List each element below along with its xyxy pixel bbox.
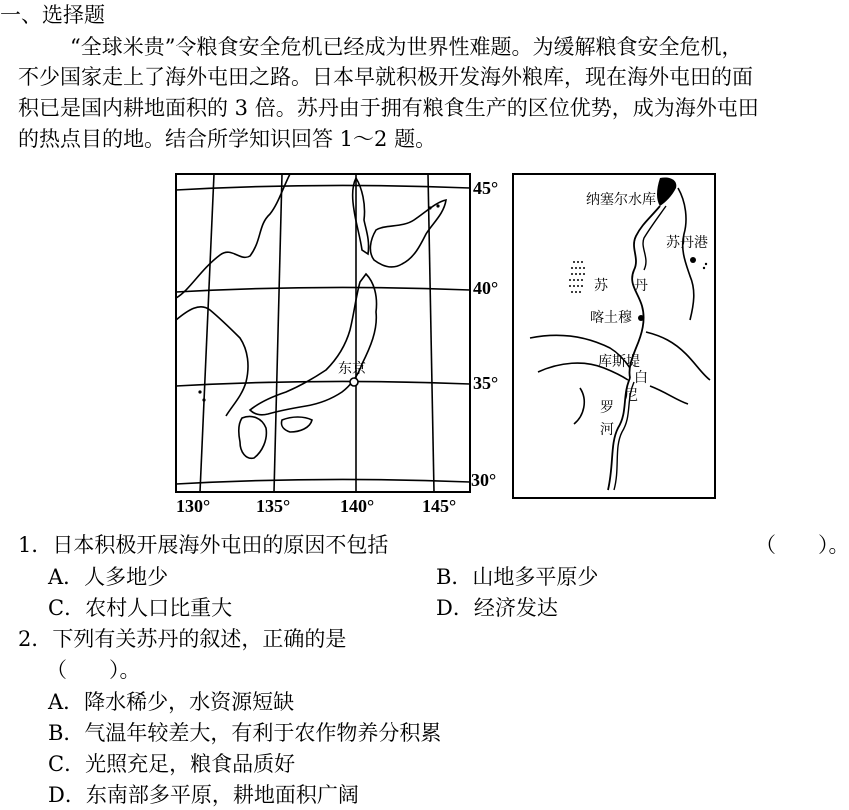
country-label-1: 苏 [594, 278, 608, 294]
passage-line: “全球米贵”令粮食安全危机已经成为世界性难题。为缓解粮食安全危机， [70, 35, 743, 59]
lon-label-135: 135° [256, 496, 291, 516]
shikoku-island [281, 417, 312, 432]
section-title: 一、选择题 [0, 3, 105, 27]
lat-label-30: 30° [471, 470, 497, 490]
passage-line: 的热点目的地。结合所学知识回答 1～2 题。 [18, 127, 437, 151]
option-c[interactable]: C．农村人口比重大 [48, 596, 233, 620]
khartoum-label: 喀土穆 [590, 310, 632, 326]
lon-label-145: 145° [422, 496, 457, 516]
passage-line: 不少国家走上了海外屯田之路。日本早就积极开发海外粮库，现在海外屯田的面 [18, 65, 753, 89]
island-dot [428, 206, 431, 209]
lake-nasser [657, 177, 676, 206]
option-c[interactable]: C．光照充足，粮食品质好 [48, 752, 296, 776]
tokyo-marker [350, 378, 358, 386]
tributary [574, 388, 584, 424]
sudan-port-label: 苏丹港 [666, 235, 708, 251]
mainland-coast [176, 174, 290, 298]
japan-map [170, 170, 510, 520]
island-dot [198, 390, 201, 393]
passage-line: 积已是国内耕地面积的 3 倍。苏丹由于拥有粮食生产的区位优势，成为海外屯田 [18, 96, 759, 120]
sudan-map [510, 172, 720, 502]
latitude-line [176, 381, 470, 386]
latitude-line [176, 287, 470, 292]
sakhalin-island [353, 178, 369, 254]
tributary [650, 386, 688, 404]
option-a[interactable]: A．降水稀少，水资源短缺 [48, 690, 295, 714]
lon-label-140: 140° [340, 496, 375, 516]
lat-label-40: 40° [473, 278, 499, 298]
dotted-region [569, 261, 585, 293]
lat-label-35: 35° [473, 373, 499, 393]
hokkaido-island [370, 200, 446, 267]
option-a[interactable]: A．人多地少 [48, 565, 169, 589]
answer-blank: （ ）。 [46, 658, 141, 682]
nile-bank [643, 206, 666, 270]
khartoum-marker [638, 315, 644, 321]
lat-label-45: 45° [473, 178, 499, 198]
longitude-line [428, 174, 434, 492]
lon-label-130: 130° [176, 496, 211, 516]
question-stem: 2．下列有关苏丹的叙述，正确的是 [18, 627, 347, 651]
option-d[interactable]: D．东南部多平原，耕地面积广阔 [48, 783, 359, 807]
island-dot [436, 204, 439, 207]
sudan-port-marker [690, 257, 696, 263]
red-sea-coast [678, 188, 694, 320]
japan-map-frame [176, 174, 470, 492]
latitude-line [176, 479, 470, 484]
reef-dot [705, 263, 707, 265]
river-label-2: 尼 [624, 388, 638, 404]
honshu-island [250, 274, 377, 415]
lake-nasser-label: 纳塞尔水库 [586, 192, 656, 208]
korea-coast [176, 307, 248, 416]
option-b[interactable]: B．山地多平原少 [436, 565, 599, 589]
question-stem: 1．日本积极开展海外屯田的原因不包括 [18, 533, 389, 557]
option-b[interactable]: B．气温年较差大，有利于农作物养分积累 [48, 721, 442, 745]
river-label-1: 白 [634, 370, 648, 386]
river-label-4: 河 [600, 422, 614, 438]
answer-blank: （ ）。 [755, 533, 849, 557]
country-label-2: 丹 [634, 278, 648, 294]
reef-dot [703, 267, 705, 269]
tributary [646, 332, 710, 380]
longitude-line [274, 174, 282, 492]
kosti-label: 库斯堤 [598, 354, 640, 370]
kyushu-island [239, 416, 267, 458]
island-dot [202, 398, 205, 401]
river-label-3: 罗 [600, 400, 614, 416]
option-d[interactable]: D．经济发达 [436, 596, 558, 620]
longitude-line [200, 174, 214, 492]
tokyo-label: 东京 [338, 361, 366, 377]
latitude-line [176, 185, 470, 190]
